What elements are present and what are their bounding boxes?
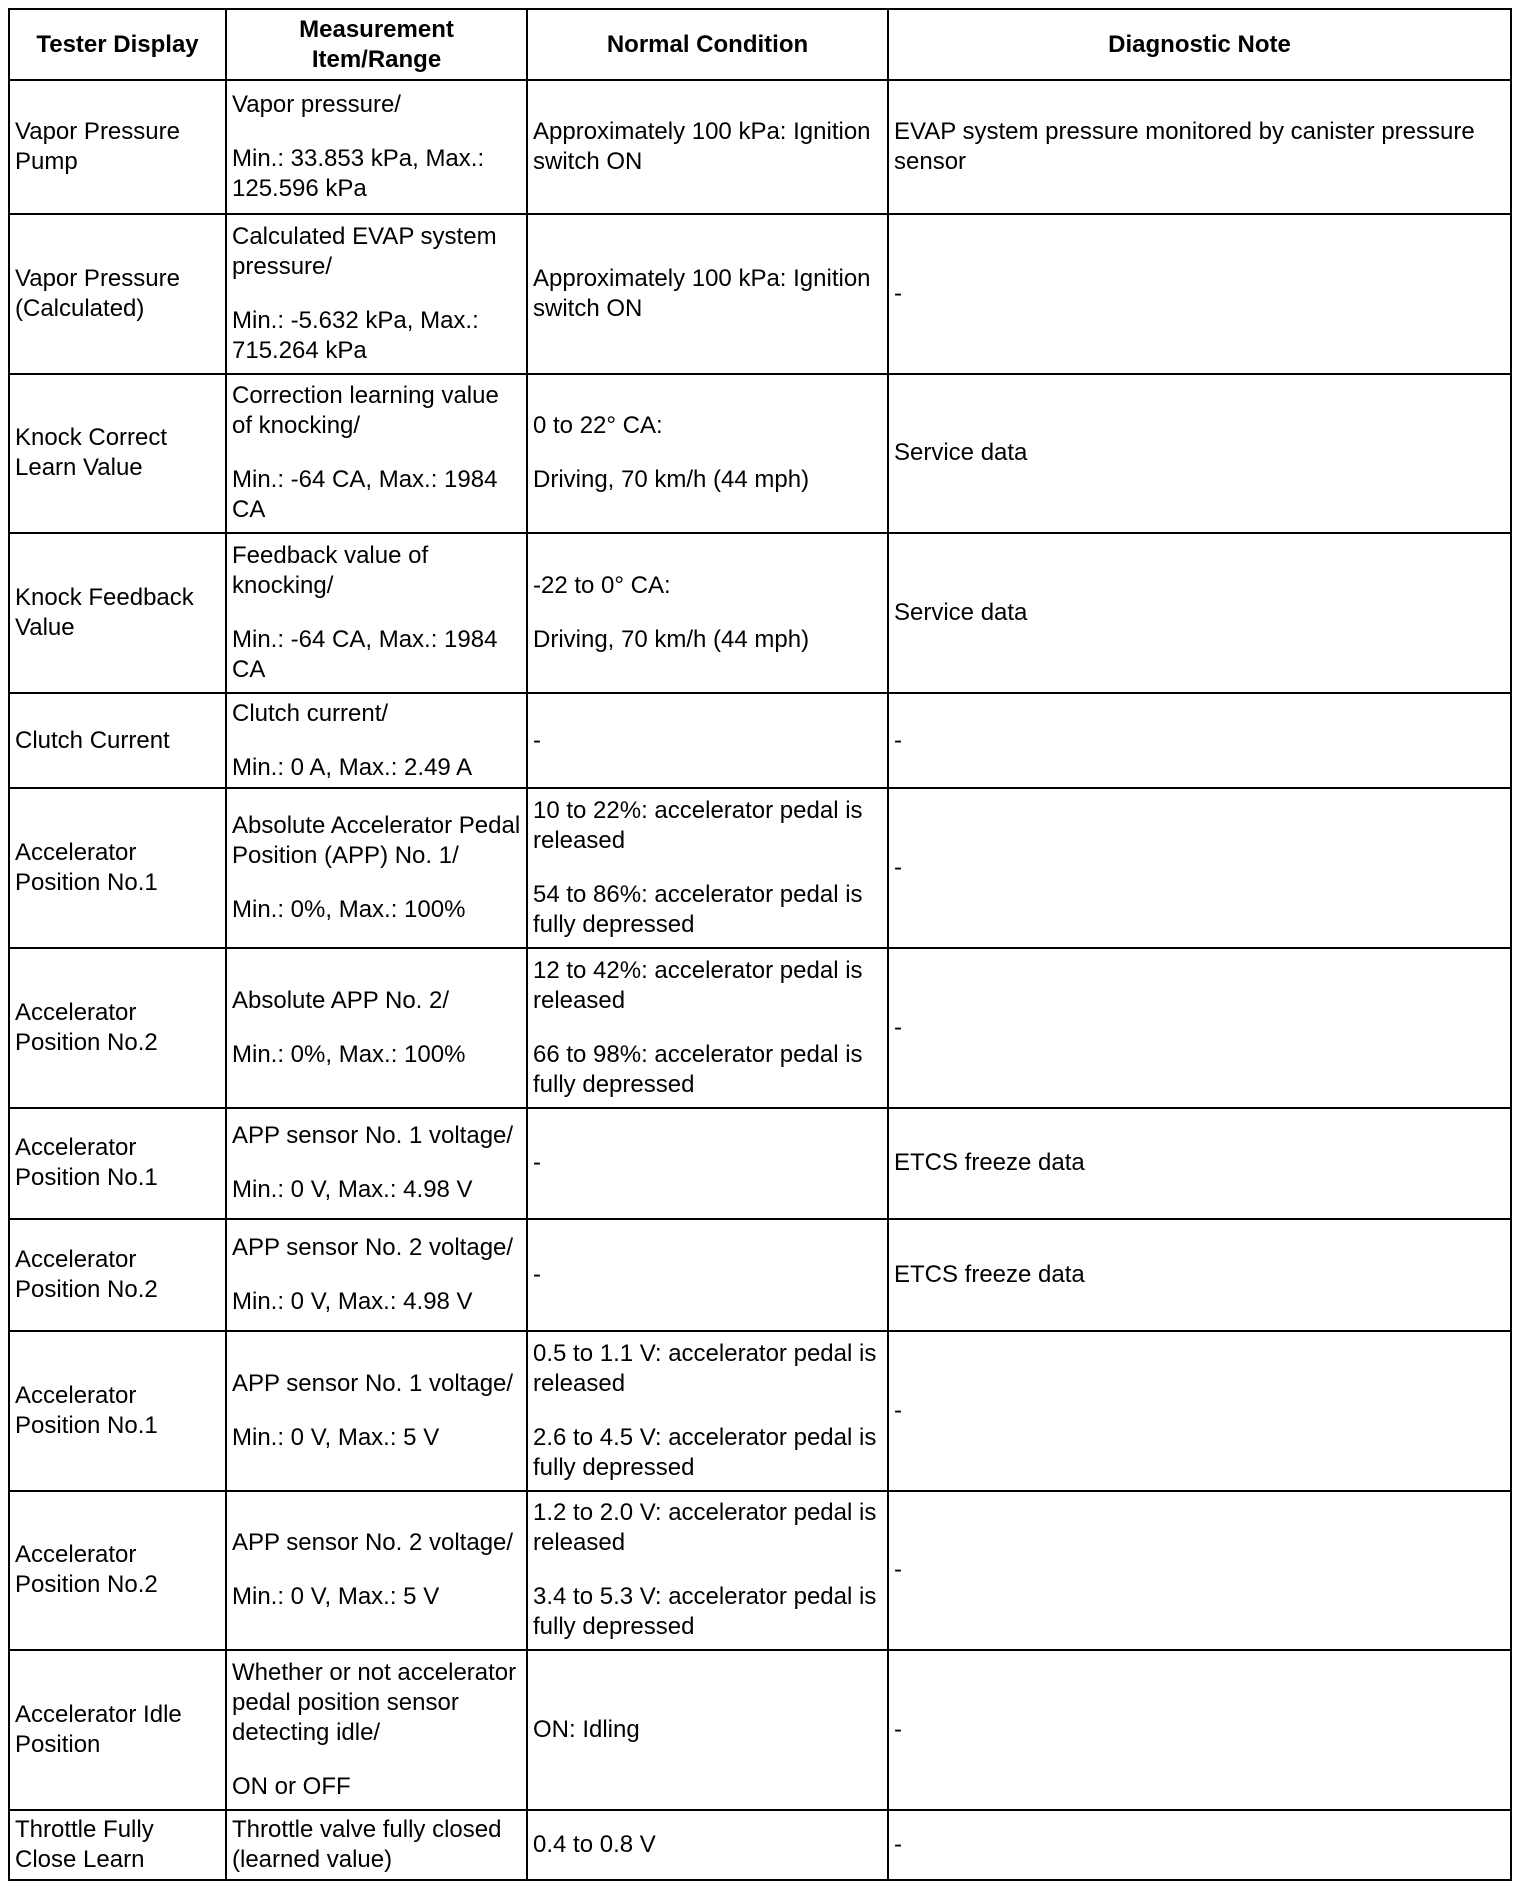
cell-tester-display: Vapor Pressure Pump [9,80,226,214]
cell-diagnostic-note: - [888,1331,1511,1491]
table-row [9,1219,1511,1331]
measurement-line: Min.: 0 V, Max.: 5 V [232,1423,440,1451]
cell-tester-display: Accelerator Idle Position [9,1650,226,1810]
cell-tester-display: Vapor Pressure (Calculated) [9,214,226,374]
table-row [9,693,1511,789]
cell-diagnostic-note: - [888,1491,1511,1651]
table-row [9,1650,1511,1810]
measurement-line: Min.: -5.632 kPa, Max.: 715.264 kPa [232,306,479,364]
cell-measurement-item [226,1810,527,1880]
measurement-line: Min.: -64 CA, Max.: 1984 CA [232,466,498,524]
cell-measurement-item [226,214,527,374]
table-row [9,374,1511,534]
measurement-line: Min.: 0%, Max.: 100% [232,1040,466,1068]
condition-line: Approximately 100 kPa: Ignition switch ON [533,118,871,176]
condition-line: - [533,726,541,754]
condition-line: 1.2 to 2.0 V: accelerator pedal is released [533,1499,877,1557]
cell-normal-condition [527,1650,888,1810]
cell-diagnostic-note: ETCS freeze data [888,1108,1511,1220]
table-row [9,214,1511,374]
cell-normal-condition [527,788,888,948]
cell-normal-condition [527,1108,888,1220]
cell-normal-condition [527,374,888,534]
condition-line: 0 to 22° CA: [533,412,663,440]
cell-measurement-item [226,533,527,693]
condition-line: Driving, 70 km/h (44 mph) [533,466,810,494]
condition-line: 3.4 to 5.3 V: accelerator pedal is fully depressed [533,1583,877,1641]
condition-line: 54 to 86%: accelerator pedal is fully depressed [533,881,863,939]
measurement-line: Correction learning value of knocking/ [232,382,499,440]
condition-line: Approximately 100 kPa: Ignition switch ON [533,264,871,322]
cell-diagnostic-note: ETCS freeze data [888,1219,1511,1331]
measurement-line: Min.: -64 CA, Max.: 1984 CA [232,625,498,683]
cell-measurement-item [226,1331,527,1491]
measurement-line: APP sensor No. 1 voltage/ [232,1122,514,1150]
condition-line: ON: Idling [533,1715,640,1743]
cell-normal-condition [527,80,888,214]
cell-measurement-item [226,1108,527,1220]
measurement-line: Vapor pressure/ [232,91,401,119]
cell-tester-display: Accelerator Position No.1 [9,788,226,948]
cell-normal-condition [527,1331,888,1491]
measurement-line: Whether or not accelerator pedal position sensor detecting idle/ [232,1658,517,1746]
measurement-line: Absolute APP No. 2/ [232,986,450,1014]
measurement-line: Throttle valve fully closed (learned value) [232,1815,502,1873]
condition-line: 0.4 to 0.8 V [533,1830,656,1858]
header-tester-display: Tester Display [9,9,226,80]
cell-measurement-item [226,1219,527,1331]
condition-line: -22 to 0° CA: [533,571,671,599]
cell-diagnostic-note: - [888,948,1511,1108]
cell-diagnostic-note: Service data [888,374,1511,534]
cell-normal-condition [527,1219,888,1331]
table-row [9,80,1511,214]
condition-line: - [533,1149,541,1177]
cell-tester-display: Clutch Current [9,693,226,789]
condition-line: - [533,1261,541,1289]
table-header-row [9,9,1511,80]
cell-measurement-item [226,788,527,948]
cell-measurement-item [226,80,527,214]
cell-tester-display: Accelerator Position No.2 [9,1219,226,1331]
table-row [9,1331,1511,1491]
condition-line: 10 to 22%: accelerator pedal is released [533,797,863,855]
measurement-line: Min.: 0 V, Max.: 4.98 V [232,1288,473,1316]
cell-tester-display: Knock Feedback Value [9,533,226,693]
measurement-line: Min.: 0 A, Max.: 2.49 A [232,753,473,781]
cell-diagnostic-note: - [888,693,1511,789]
measurement-line: Min.: 0 V, Max.: 4.98 V [232,1176,473,1204]
diagnostic-data-table [8,8,1512,1881]
cell-diagnostic-note: - [888,788,1511,948]
table-row [9,1491,1511,1651]
measurement-line: Clutch current/ [232,699,389,727]
cell-measurement-item [226,948,527,1108]
cell-measurement-item [226,374,527,534]
header-diagnostic-note: Diagnostic Note [888,9,1511,80]
cell-diagnostic-note: EVAP system pressure monitored by canister pressure sensor [888,80,1511,214]
measurement-line: APP sensor No. 2 voltage/ [232,1234,514,1262]
cell-normal-condition [527,533,888,693]
cell-diagnostic-note: - [888,1810,1511,1880]
table-row [9,1108,1511,1220]
condition-line: 0.5 to 1.1 V: accelerator pedal is released [533,1339,877,1397]
measurement-line: APP sensor No. 1 voltage/ [232,1369,514,1397]
cell-diagnostic-note: - [888,1650,1511,1810]
cell-tester-display: Accelerator Position No.1 [9,1331,226,1491]
header-measurement-item: Measurement Item/Range [226,9,527,80]
cell-tester-display: Accelerator Position No.2 [9,948,226,1108]
cell-tester-display: Knock Correct Learn Value [9,374,226,534]
measurement-line: APP sensor No. 2 voltage/ [232,1529,514,1557]
cell-measurement-item [226,1650,527,1810]
cell-normal-condition [527,1491,888,1651]
condition-line: 2.6 to 4.5 V: accelerator pedal is fully depressed [533,1423,877,1481]
cell-tester-display: Throttle Fully Close Learn [9,1810,226,1880]
table-row [9,788,1511,948]
cell-tester-display: Accelerator Position No.2 [9,1491,226,1651]
cell-normal-condition [527,214,888,374]
table-row [9,1810,1511,1880]
measurement-line: Calculated EVAP system pressure/ [232,222,497,280]
cell-measurement-item [226,693,527,789]
measurement-line: Min.: 0 V, Max.: 5 V [232,1583,440,1611]
table-body [9,80,1511,1880]
condition-line: 12 to 42%: accelerator pedal is released [533,956,863,1014]
measurement-line: Min.: 33.853 kPa, Max.: 125.596 kPa [232,145,485,203]
table-row [9,533,1511,693]
measurement-line: Absolute Accelerator Pedal Position (APP) No. 1/ [232,812,521,870]
condition-line: Driving, 70 km/h (44 mph) [533,625,810,653]
measurement-line: ON or OFF [232,1772,351,1800]
cell-normal-condition [527,693,888,789]
cell-normal-condition [527,948,888,1108]
cell-tester-display: Accelerator Position No.1 [9,1108,226,1220]
cell-diagnostic-note: - [888,214,1511,374]
condition-line: 66 to 98%: accelerator pedal is fully depressed [533,1040,863,1098]
measurement-line: Feedback value of knocking/ [232,541,429,599]
cell-normal-condition [527,1810,888,1880]
cell-measurement-item [226,1491,527,1651]
header-normal-condition: Normal Condition [527,9,888,80]
cell-diagnostic-note: Service data [888,533,1511,693]
table-row [9,948,1511,1108]
measurement-line: Min.: 0%, Max.: 100% [232,896,466,924]
